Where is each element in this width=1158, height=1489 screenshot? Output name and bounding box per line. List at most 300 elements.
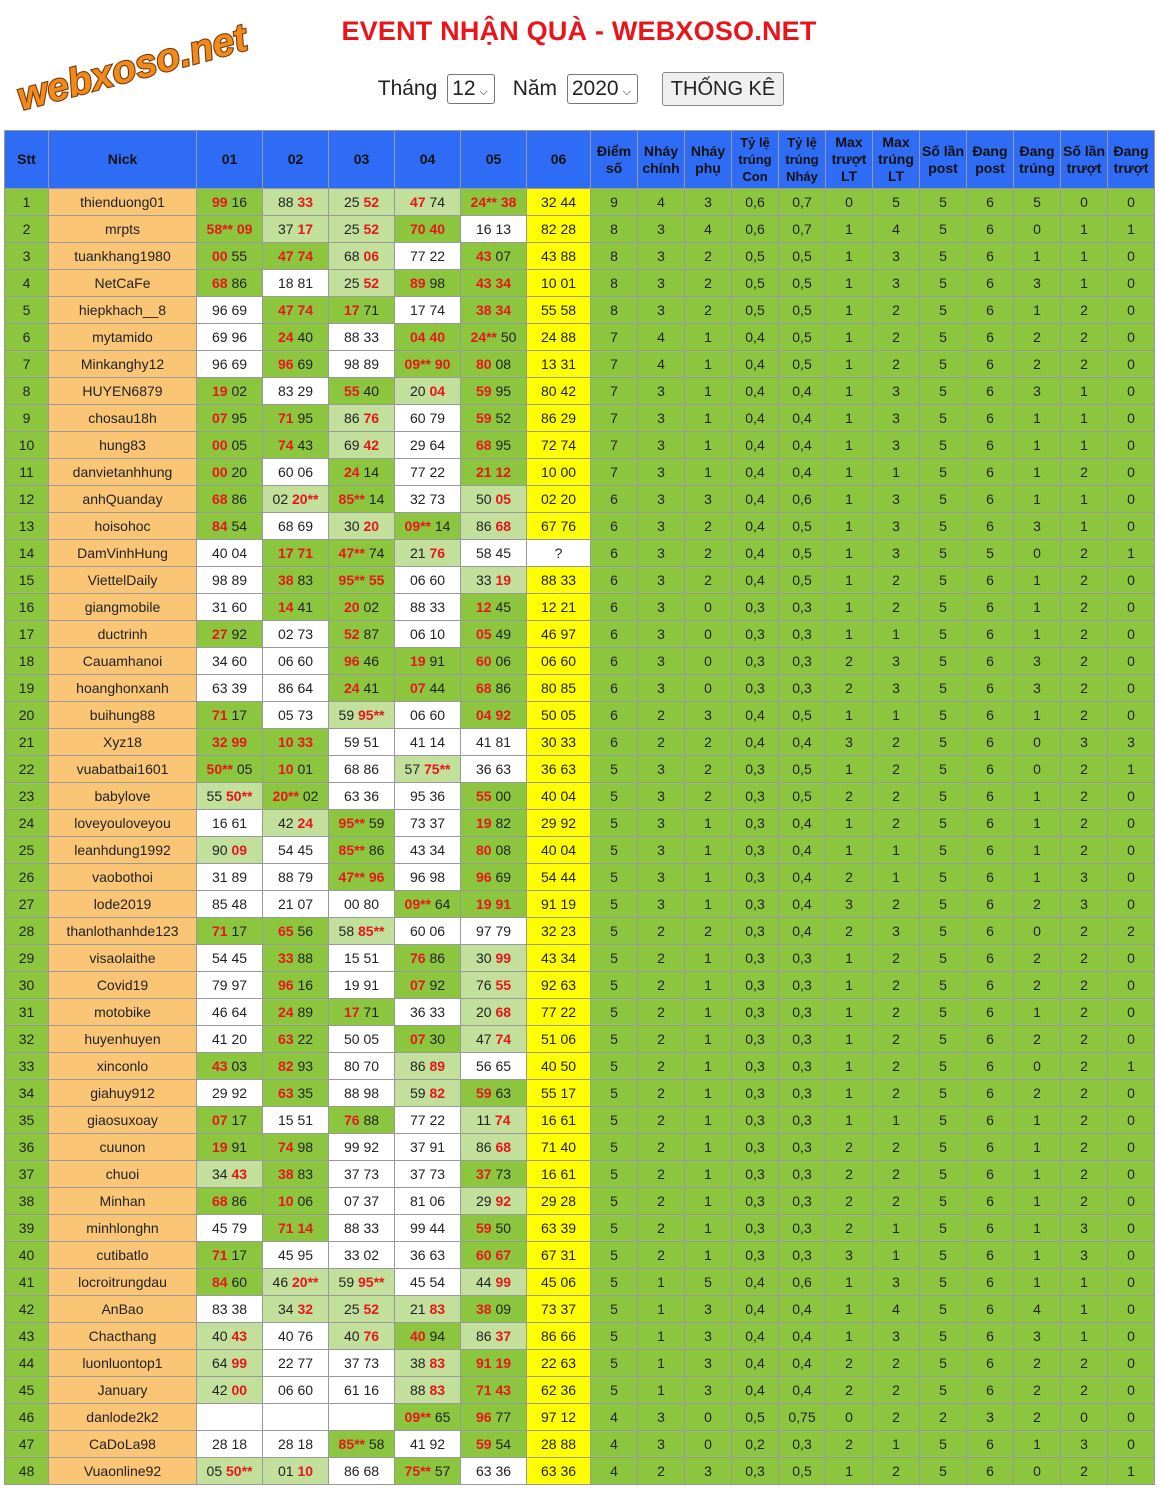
table-row bbox=[5, 1134, 1155, 1161]
row-nick[interactable]: HUYEN6879 bbox=[49, 378, 197, 405]
stat-cell: 2 bbox=[873, 1161, 920, 1188]
stat-cell: 0 bbox=[1014, 216, 1061, 243]
number-a: 16 bbox=[211, 815, 228, 831]
stat-cell: 8 bbox=[591, 216, 638, 243]
stat-cell: 2 bbox=[638, 1188, 685, 1215]
day-cell bbox=[461, 1296, 527, 1323]
number-b: 40 bbox=[297, 329, 314, 345]
number-a: 10 bbox=[540, 275, 557, 291]
row-nick[interactable]: tuankhang1980 bbox=[49, 243, 197, 270]
number-a: 40 bbox=[540, 788, 557, 804]
stat-cell: 0 bbox=[1108, 1161, 1155, 1188]
number-b: 40 bbox=[429, 329, 446, 345]
number-a: 42 bbox=[211, 1382, 228, 1398]
number-a: 71 bbox=[211, 707, 228, 723]
row-nick[interactable]: giahuy912 bbox=[49, 1080, 197, 1107]
number-b: 45 bbox=[495, 545, 512, 561]
day-cell bbox=[263, 783, 329, 810]
number-a: 77 bbox=[540, 1004, 557, 1020]
row-nick[interactable]: giaosuxoay bbox=[49, 1107, 197, 1134]
number-b: 51 bbox=[363, 950, 380, 966]
number-a: 46 bbox=[540, 626, 557, 642]
row-nick[interactable]: loveyouloveyou bbox=[49, 810, 197, 837]
number-a: 83 bbox=[277, 383, 294, 399]
stat-cell: 1 bbox=[685, 378, 732, 405]
row-stt: 15 bbox=[5, 567, 49, 594]
stat-cell: 7 bbox=[591, 459, 638, 486]
number-a: 45 bbox=[409, 1274, 426, 1290]
row-nick[interactable]: hiepkhach__8 bbox=[49, 297, 197, 324]
day-cell bbox=[395, 1269, 461, 1296]
stat-cell: 3 bbox=[873, 1269, 920, 1296]
stat-cell: 0,3 bbox=[732, 1026, 779, 1053]
stat-cell: 0,4 bbox=[732, 486, 779, 513]
number-b: 83 bbox=[429, 1301, 446, 1317]
day-cell bbox=[461, 1242, 527, 1269]
number-a: 95** bbox=[338, 815, 365, 831]
statistics-button[interactable]: THỐNG KÊ bbox=[662, 72, 784, 106]
row-nick[interactable]: giangmobile bbox=[49, 594, 197, 621]
row-nick[interactable]: cuunon bbox=[49, 1134, 197, 1161]
number-a: 21 bbox=[409, 1301, 426, 1317]
number-a: 28 bbox=[211, 1436, 228, 1452]
day-cell bbox=[329, 567, 395, 594]
row-nick[interactable]: Minkanghy12 bbox=[49, 351, 197, 378]
row-stt: 17 bbox=[5, 621, 49, 648]
day-cell bbox=[329, 216, 395, 243]
stat-cell: 1 bbox=[1014, 243, 1061, 270]
day-cell bbox=[395, 1080, 461, 1107]
stat-cell: 0,3 bbox=[732, 1080, 779, 1107]
stat-cell: 2 bbox=[685, 540, 732, 567]
number-b: 36 bbox=[363, 788, 380, 804]
stat-cell: 2 bbox=[1061, 999, 1108, 1026]
stat-cell: 0,4 bbox=[732, 405, 779, 432]
number-b: 14 bbox=[297, 1220, 314, 1236]
stat-cell: 6 bbox=[967, 1215, 1014, 1242]
day-cell bbox=[461, 756, 527, 783]
number-a: 60 bbox=[409, 410, 426, 426]
row-nick[interactable]: hung83 bbox=[49, 432, 197, 459]
day-cell bbox=[527, 567, 591, 594]
stat-cell: 2 bbox=[1061, 459, 1108, 486]
number-a: 30 bbox=[475, 950, 492, 966]
number-a: 21 bbox=[277, 896, 294, 912]
day-cell bbox=[461, 459, 527, 486]
stat-cell: 0,4 bbox=[779, 432, 826, 459]
number-b: 61 bbox=[560, 1166, 577, 1182]
number-b: 45 bbox=[231, 950, 248, 966]
stat-cell: 1 bbox=[826, 1053, 873, 1080]
row-stt: 21 bbox=[5, 729, 49, 756]
row-nick[interactable]: motobike bbox=[49, 999, 197, 1026]
number-a: 71 bbox=[211, 923, 228, 939]
number-b: 76 bbox=[429, 545, 446, 561]
number-a: 37 bbox=[343, 1166, 360, 1182]
number-a: 07 bbox=[211, 1112, 228, 1128]
number-b: 50 bbox=[560, 1058, 577, 1074]
stat-cell: 0,3 bbox=[732, 1107, 779, 1134]
stat-cell: 6 bbox=[967, 702, 1014, 729]
stat-cell: 0,3 bbox=[732, 891, 779, 918]
stat-cell: 0,6 bbox=[732, 216, 779, 243]
day-cell bbox=[197, 621, 263, 648]
day-cell bbox=[527, 1242, 591, 1269]
stat-cell: 2 bbox=[1061, 1458, 1108, 1485]
row-nick[interactable]: leanhdung1992 bbox=[49, 837, 197, 864]
number-b: 58 bbox=[560, 302, 577, 318]
day-cell bbox=[329, 378, 395, 405]
stat-cell: 1 bbox=[826, 1080, 873, 1107]
number-a: 85 bbox=[211, 896, 228, 912]
stat-cell: 5 bbox=[920, 216, 967, 243]
month-select[interactable] bbox=[447, 74, 495, 104]
number-a: 06 bbox=[540, 653, 557, 669]
number-b: 86 bbox=[231, 275, 248, 291]
number-b: 89 bbox=[231, 869, 248, 885]
row-nick[interactable]: ductrinh bbox=[49, 621, 197, 648]
chevron-down-icon: ⌵ bbox=[622, 86, 631, 98]
number-a: 41 bbox=[211, 1031, 228, 1047]
number-a: 50 bbox=[475, 491, 492, 507]
day-cell bbox=[395, 567, 461, 594]
day-cell bbox=[395, 837, 461, 864]
number-a: 27 bbox=[211, 626, 228, 642]
number-a: 88 bbox=[409, 1382, 426, 1398]
number-a: 19 bbox=[211, 383, 228, 399]
row-nick[interactable]: huyenhuyen bbox=[49, 1026, 197, 1053]
number-b: 55 bbox=[495, 977, 512, 993]
number-b: 31 bbox=[560, 1247, 577, 1263]
day-cell bbox=[197, 1269, 263, 1296]
day-cell bbox=[527, 810, 591, 837]
number-b: 50 bbox=[495, 1220, 512, 1236]
stat-cell: 1 bbox=[826, 270, 873, 297]
number-a: 85** bbox=[338, 1436, 365, 1452]
day-cell bbox=[197, 459, 263, 486]
stat-cell: 0,5 bbox=[779, 243, 826, 270]
row-nick[interactable]: buihung88 bbox=[49, 702, 197, 729]
number-a: 77 bbox=[409, 1112, 426, 1128]
number-b: 69 bbox=[495, 869, 512, 885]
stat-cell: 0,3 bbox=[779, 1134, 826, 1161]
number-b: 12 bbox=[560, 1409, 577, 1425]
stat-cell: 0,3 bbox=[732, 972, 779, 999]
stat-cell: 6 bbox=[967, 270, 1014, 297]
day-cell bbox=[395, 1134, 461, 1161]
row-stt: 13 bbox=[5, 513, 49, 540]
row-nick[interactable]: ViettelDaily bbox=[49, 567, 197, 594]
table-row bbox=[5, 1080, 1155, 1107]
stat-cell: 5 bbox=[873, 189, 920, 216]
table-row bbox=[5, 783, 1155, 810]
number-a: 38 bbox=[475, 302, 492, 318]
stat-cell: 0 bbox=[1108, 1350, 1155, 1377]
stat-cell: 1 bbox=[1014, 297, 1061, 324]
day-cell bbox=[197, 1323, 263, 1350]
stat-cell: 0 bbox=[1108, 459, 1155, 486]
number-a: 62 bbox=[540, 1382, 557, 1398]
row-nick[interactable]: Vuaonline92 bbox=[49, 1458, 197, 1485]
row-nick[interactable]: vaobothoi bbox=[49, 864, 197, 891]
day-cell bbox=[527, 540, 591, 567]
stat-cell: 0,3 bbox=[732, 675, 779, 702]
number-a: 06 bbox=[277, 653, 294, 669]
number-b: 17 bbox=[231, 1247, 248, 1263]
row-nick[interactable]: locroitrungdau bbox=[49, 1269, 197, 1296]
row-nick[interactable]: hoisohoc bbox=[49, 513, 197, 540]
row-nick[interactable]: anhQuanday bbox=[49, 486, 197, 513]
row-nick[interactable]: Minhan bbox=[49, 1188, 197, 1215]
day-cell bbox=[395, 945, 461, 972]
day-cell bbox=[263, 459, 329, 486]
number-a: 76 bbox=[475, 977, 492, 993]
number-a: 05 bbox=[206, 1463, 223, 1479]
stat-cell: 3 bbox=[873, 1323, 920, 1350]
number-b: 89 bbox=[363, 356, 380, 372]
day-cell bbox=[527, 756, 591, 783]
row-nick[interactable]: thanlothanhde123 bbox=[49, 918, 197, 945]
number-a: 33 bbox=[475, 572, 492, 588]
stat-cell: 3 bbox=[1061, 864, 1108, 891]
day-cell bbox=[263, 621, 329, 648]
stat-cell: 6 bbox=[967, 1107, 1014, 1134]
day-cell bbox=[395, 594, 461, 621]
table-body bbox=[5, 189, 1155, 1485]
day-cell bbox=[329, 1404, 395, 1431]
number-b: 71 bbox=[363, 1004, 380, 1020]
row-nick[interactable]: minhlonghn bbox=[49, 1215, 197, 1242]
stat-cell: 5 bbox=[591, 837, 638, 864]
number-a: 40 bbox=[277, 1328, 294, 1344]
number-b: 04 bbox=[231, 545, 248, 561]
number-b: 68 bbox=[495, 1004, 512, 1020]
row-nick[interactable]: hoanghonxanh bbox=[49, 675, 197, 702]
row-nick[interactable]: CaDoLa98 bbox=[49, 1431, 197, 1458]
number-b: 05 bbox=[495, 491, 512, 507]
stat-cell: 3 bbox=[1061, 1431, 1108, 1458]
stat-cell: 0 bbox=[1108, 1269, 1155, 1296]
day-cell bbox=[395, 999, 461, 1026]
stat-cell: 1 bbox=[1061, 270, 1108, 297]
number-b: 88 bbox=[363, 1112, 380, 1128]
row-nick[interactable]: chuoi bbox=[49, 1161, 197, 1188]
day-cell bbox=[395, 810, 461, 837]
row-nick[interactable]: Covid19 bbox=[49, 972, 197, 999]
number-a: 15 bbox=[277, 1112, 294, 1128]
number-b: 10 bbox=[429, 626, 446, 642]
stat-cell: 4 bbox=[873, 1296, 920, 1323]
row-nick[interactable]: AnBao bbox=[49, 1296, 197, 1323]
day-cell bbox=[263, 1323, 329, 1350]
day-cell bbox=[527, 513, 591, 540]
number-b: 69 bbox=[231, 356, 248, 372]
row-nick[interactable]: lode2019 bbox=[49, 891, 197, 918]
number-a: 97 bbox=[540, 1409, 557, 1425]
row-nick[interactable]: January bbox=[49, 1377, 197, 1404]
table-row bbox=[5, 486, 1155, 513]
stat-cell: 0 bbox=[1108, 675, 1155, 702]
stat-cell: 1 bbox=[826, 297, 873, 324]
stat-cell: 1 bbox=[685, 1053, 732, 1080]
row-nick[interactable]: DamVinhHung bbox=[49, 540, 197, 567]
stat-cell: 0,4 bbox=[779, 1350, 826, 1377]
stat-cell: 0,4 bbox=[732, 432, 779, 459]
day-cell bbox=[263, 648, 329, 675]
row-nick[interactable]: thienduong01 bbox=[49, 189, 197, 216]
stat-cell: 0 bbox=[1108, 864, 1155, 891]
row-nick[interactable]: vuabatbai1601 bbox=[49, 756, 197, 783]
stat-cell: 1 bbox=[826, 351, 873, 378]
stat-cell: 1 bbox=[1014, 567, 1061, 594]
number-b: 95** bbox=[358, 707, 385, 723]
row-nick[interactable]: danvietanhhung bbox=[49, 459, 197, 486]
stat-cell: 0 bbox=[1108, 513, 1155, 540]
stat-cell: 1 bbox=[1014, 810, 1061, 837]
number-b: 86 bbox=[231, 1193, 248, 1209]
number-b: 89 bbox=[429, 1058, 446, 1074]
row-nick[interactable]: babylove bbox=[49, 783, 197, 810]
stat-cell: 1 bbox=[638, 1350, 685, 1377]
day-cell bbox=[329, 675, 395, 702]
number-b: 95 bbox=[495, 383, 512, 399]
stat-cell: 0,3 bbox=[732, 945, 779, 972]
stat-cell: 5 bbox=[920, 1107, 967, 1134]
stat-cell: 0,5 bbox=[732, 243, 779, 270]
col-current-post: Đang post bbox=[967, 131, 1014, 189]
stat-cell: 0,4 bbox=[732, 378, 779, 405]
day-cell bbox=[263, 1215, 329, 1242]
stat-cell: 3 bbox=[638, 756, 685, 783]
stat-cell: 6 bbox=[967, 675, 1014, 702]
stat-cell: 5 bbox=[591, 783, 638, 810]
stat-cell: 2 bbox=[685, 243, 732, 270]
day-cell bbox=[461, 702, 527, 729]
day-cell bbox=[197, 513, 263, 540]
number-a: 59 bbox=[475, 1436, 492, 1452]
number-b: 36 bbox=[429, 788, 446, 804]
year-select[interactable] bbox=[567, 74, 638, 104]
stat-cell: 5 bbox=[591, 972, 638, 999]
day-cell bbox=[461, 567, 527, 594]
stat-cell: 6 bbox=[967, 945, 1014, 972]
day-cell bbox=[197, 1404, 263, 1431]
stat-cell: 0,3 bbox=[779, 1215, 826, 1242]
stat-cell: 0,3 bbox=[779, 945, 826, 972]
table-row bbox=[5, 1269, 1155, 1296]
stat-cell: 0,3 bbox=[732, 621, 779, 648]
day-cell bbox=[329, 1188, 395, 1215]
stat-cell: 6 bbox=[967, 1134, 1014, 1161]
row-nick[interactable]: cutibatlo bbox=[49, 1242, 197, 1269]
stat-cell: 8 bbox=[591, 297, 638, 324]
table-row bbox=[5, 540, 1155, 567]
stat-cell: 2 bbox=[1061, 594, 1108, 621]
row-nick[interactable]: NetCaFe bbox=[49, 270, 197, 297]
day-cell bbox=[461, 1161, 527, 1188]
stat-cell: 2 bbox=[1061, 324, 1108, 351]
table-row bbox=[5, 648, 1155, 675]
row-nick[interactable]: visaolaithe bbox=[49, 945, 197, 972]
number-b: 44 bbox=[429, 1220, 446, 1236]
stat-cell: 0,6 bbox=[779, 1269, 826, 1296]
stat-cell: 2 bbox=[638, 945, 685, 972]
stat-cell: 3 bbox=[638, 864, 685, 891]
number-a: 76 bbox=[343, 1112, 360, 1128]
row-nick[interactable]: luonluontop1 bbox=[49, 1350, 197, 1377]
number-b: 44 bbox=[429, 680, 446, 696]
day-cell bbox=[527, 675, 591, 702]
number-b: 91 bbox=[429, 653, 446, 669]
stat-cell: 3 bbox=[873, 540, 920, 567]
stat-cell: 0,3 bbox=[779, 621, 826, 648]
stat-cell: 3 bbox=[638, 405, 685, 432]
row-nick[interactable]: Chacthang bbox=[49, 1323, 197, 1350]
stat-cell: 2 bbox=[1061, 783, 1108, 810]
number-b: 74 bbox=[429, 194, 446, 210]
number-a: 29 bbox=[540, 815, 557, 831]
day-cell bbox=[197, 1215, 263, 1242]
table-row bbox=[5, 972, 1155, 999]
number-b: 16 bbox=[231, 194, 248, 210]
stat-cell: 4 bbox=[638, 351, 685, 378]
stat-cell: 1 bbox=[685, 1026, 732, 1053]
stat-cell: 0,3 bbox=[732, 999, 779, 1026]
number-b: 88 bbox=[297, 950, 314, 966]
number-b: 00 bbox=[495, 788, 512, 804]
day-cell bbox=[527, 270, 591, 297]
stat-cell: 3 bbox=[638, 810, 685, 837]
number-b: 30 bbox=[429, 1031, 446, 1047]
number-b: 50** bbox=[226, 1463, 253, 1479]
stat-cell: 0,3 bbox=[732, 783, 779, 810]
stat-cell: 3 bbox=[873, 405, 920, 432]
stat-cell: 6 bbox=[967, 486, 1014, 513]
stat-cell: 1 bbox=[1061, 513, 1108, 540]
number-a: 68 bbox=[475, 680, 492, 696]
row-nick[interactable]: mrpts bbox=[49, 216, 197, 243]
col-day-05: 05 bbox=[461, 131, 527, 189]
number-a: 20 bbox=[475, 1004, 492, 1020]
row-nick[interactable]: mytamido bbox=[49, 324, 197, 351]
number-a: 59 bbox=[338, 1274, 355, 1290]
day-cell bbox=[329, 297, 395, 324]
number-a: 40 bbox=[540, 842, 557, 858]
row-stt: 19 bbox=[5, 675, 49, 702]
number-b: 60 bbox=[429, 707, 446, 723]
row-nick[interactable]: xinconlo bbox=[49, 1053, 197, 1080]
number-b: 74 bbox=[560, 437, 577, 453]
stat-cell: 0 bbox=[1108, 810, 1155, 837]
number-a: 24 bbox=[277, 1004, 294, 1020]
row-nick[interactable]: danlode2k2 bbox=[49, 1404, 197, 1431]
stat-cell: 4 bbox=[685, 216, 732, 243]
stat-cell: 0,4 bbox=[779, 1296, 826, 1323]
table-row bbox=[5, 864, 1155, 891]
number-b: 22 bbox=[429, 248, 446, 264]
row-nick[interactable]: Cauamhanoi bbox=[49, 648, 197, 675]
row-nick[interactable]: chosau18h bbox=[49, 405, 197, 432]
day-cell bbox=[461, 270, 527, 297]
table-row bbox=[5, 216, 1155, 243]
number-b: 20 bbox=[231, 464, 248, 480]
stat-cell: 1 bbox=[1108, 540, 1155, 567]
day-cell bbox=[461, 1026, 527, 1053]
stat-cell: 6 bbox=[967, 594, 1014, 621]
col-day-06: 06 bbox=[527, 131, 591, 189]
row-nick[interactable]: Xyz18 bbox=[49, 729, 197, 756]
table-row bbox=[5, 729, 1155, 756]
